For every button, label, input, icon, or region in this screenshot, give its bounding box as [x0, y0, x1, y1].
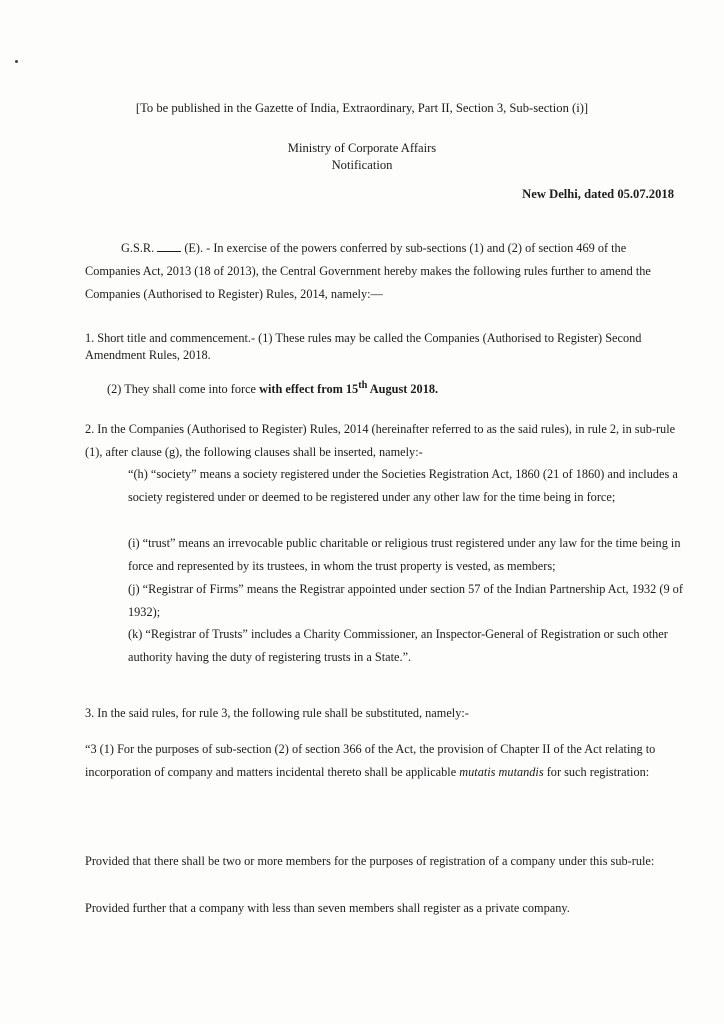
- proviso-2: Provided further that a company with less than seven members shall register as a private company.: [85, 901, 570, 915]
- clause-h: “(h) “society” means a society registered under the Societies Registration Act, 1860 (21 of 1860) and includes a society registered under or deemed to be registered under any other law for the time being in force;: [128, 467, 678, 504]
- gsr-prefix: G.S.R.: [121, 241, 155, 255]
- clause-k: (k) “Registrar of Trusts” includes a Charity Commissioner, an Inspector-General of Registration or such other authority having the duty of registering trusts in a State.”.: [128, 627, 668, 664]
- rule-2-text: 2. In the Companies (Authorised to Register) Rules, 2014 (hereinafter referred to as the said rules), in rule 2, in sub-rule (1), after clause (g), the following clauses shall be inserted, namely:-: [85, 422, 676, 459]
- gsr-number-blank: [157, 251, 181, 252]
- proviso-1: Provided that there shall be two or more members for the purposes of registration of a company under this sub-rule:: [85, 854, 655, 868]
- rule-3-text: 3. In the said rules, for rule 3, the following rule shall be substituted, namely:-: [85, 706, 469, 720]
- rule-1-sub-2-text: (2) They shall come into force: [107, 382, 260, 397]
- date-line: New Delhi, dated 05.07.2018: [522, 187, 674, 201]
- clause-j: (j) “Registrar of Firms” means the Registrar appointed under section 57 of the Indian Partnership Act, 1932 (9 of 1932);: [128, 582, 683, 619]
- notification-title: Notification: [331, 158, 393, 172]
- effective-date-b: August 2018.: [367, 382, 439, 397]
- ministry-block: [0, 140, 724, 174]
- rule-1-title: 1. Short title and commencement.- (1) These rules may be called the Companies (Authorised to Register) Second Amendment Rules, 2018.: [85, 331, 642, 362]
- mutatis-mutandis: mutatis mutandis: [459, 765, 544, 779]
- effective-date-a: with effect from 15: [259, 382, 359, 397]
- rule-3-sub-1: [85, 738, 685, 784]
- gsr-paragraph: [85, 237, 680, 306]
- scan-speck: [15, 60, 18, 63]
- ministry-name: Ministry of Corporate Affairs: [287, 141, 437, 155]
- rule-1-sub-2: [107, 374, 438, 401]
- clause-i: (i) “trust” means an irrevocable public charitable or religious trust registered under any law for the time being in force and represented by its trustees, in whom the trust property is vested, as members;: [128, 536, 681, 573]
- effective-date-sup: th: [358, 380, 368, 391]
- rule-3-sub-1-b: for such registration:: [543, 765, 650, 779]
- gazette-header: [To be published in the Gazette of India, Extraordinary, Part II, Section 3, Sub-section (i)]: [135, 101, 589, 115]
- rule-3-sub-1-a: “3 (1) For the purposes of sub-section (2) of section 366 of the Act, the provision of Chapter II of the Act relating to incorporation of company and matters incidental thereto shall be applicable: [85, 742, 656, 779]
- gsr-text: (E). - In exercise of the powers conferred by sub-sections (1) and (2) of section 469 of the Companies Act, 2013 (18 of 2013), the Central Government hereby makes the following rules further to amend the Companies (Authorised to Register) Rules, 2014, namely:—: [85, 241, 651, 301]
